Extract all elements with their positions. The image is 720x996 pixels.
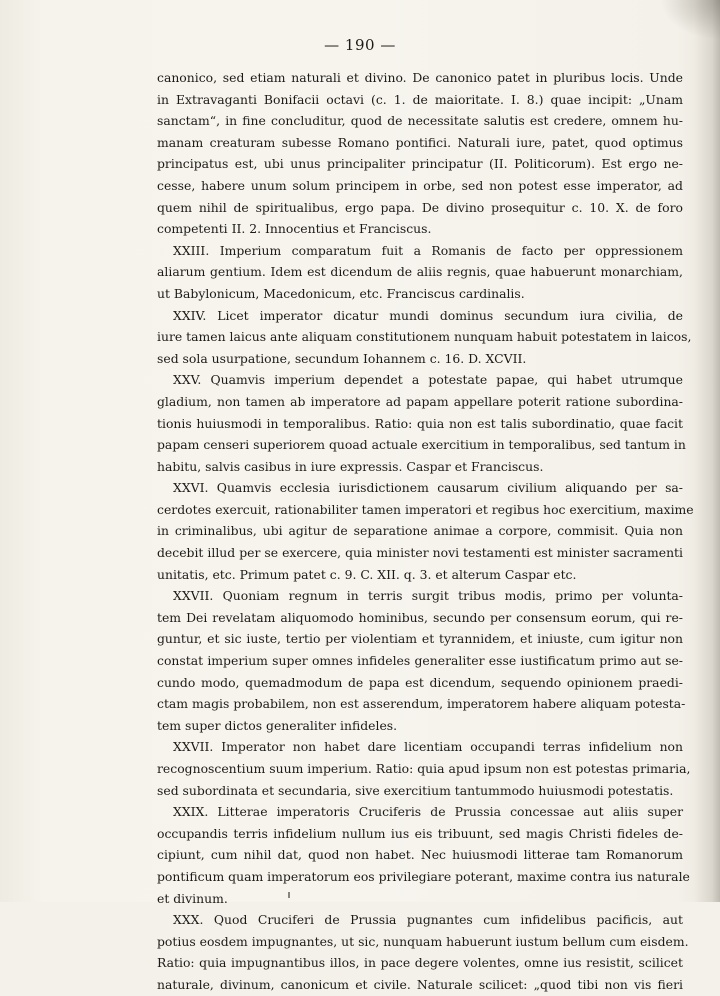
text-line: ut Babylonicum, Macedonicum, etc. Franciscus cardinalis.: [157, 285, 525, 301]
text-line: et divinum.: [157, 890, 228, 906]
text-line: pontificum quam imperatorum eos privilegiare poterant, maxime contra ius naturale: [157, 868, 690, 884]
corner-smudge: [660, 0, 720, 40]
text-line: occupandis terris infidelium nullum ius eis tribuunt, sed magis Christi fideles de-: [157, 825, 683, 841]
text-line: habitu, salvis casibus in iure expressis. Caspar et Franciscus.: [157, 458, 544, 474]
text-line: aliarum gentium. Idem est dicendum de aliis regnis, quae habuerunt monarchiam,: [157, 264, 683, 280]
text-line: in criminalibus, ubi agitur de separatione animae a corpore, commisit. Quia non: [157, 523, 683, 539]
text-line: XXIX. Litterae imperatoris Cruciferis de Prussia concessae aut aliis super: [173, 804, 683, 820]
text-line: sed subordinata et secundaria, sive exercitium tantummodo huiusmodi potestatis.: [157, 782, 674, 798]
text-line: constat imperium super omnes infideles generaliter esse iustificatum primo aut se-: [157, 653, 683, 669]
text-line: XXIII. Imperium comparatum fuit a Romanis de facto per oppressionem: [173, 242, 683, 258]
text-line: papam censeri superiorem quoad actuale exercitium in temporalibus, sed tantum in: [157, 437, 686, 453]
text-line: potius eosdem impugnantes, ut sic, nunquam habuerunt iustum bellum cum eisdem.: [157, 933, 689, 949]
text-line: tionis huiusmodi in temporalibus. Ratio: quia non est talis subordinatio, quae facit: [157, 415, 683, 431]
page-edge-shadow: [694, 0, 720, 902]
text-line: cerdotes exercuit, rationabiliter tamen imperatori et regibus hoc exercitium, maxime: [157, 501, 694, 517]
text-line: sed sola usurpatione, secundum Iohannem c. 16. D. XCVII.: [157, 350, 527, 366]
text-line: quem nihil de spiritualibus, ergo papa. De divino prosequitur c. 10. X. de foro: [157, 199, 683, 215]
text-line: unitatis, etc. Primum patet c. 9. C. XII. q. 3. et alterum Caspar etc.: [157, 566, 577, 582]
text-line: principatus est, ubi unus principaliter principatur (II. Politicorum). Est ergo ne-: [157, 156, 683, 172]
text-line: XXVI. Quamvis ecclesia iurisdictionem causarum civilium aliquando per sa-: [173, 480, 683, 496]
text-line: in Extravaganti Bonifacii octavi (c. 1. de maioritate. I. 8.) quae incipit: „Unam: [157, 91, 683, 107]
text-line: gladium, non tamen ab imperatore ad papam appellare poterit ratione subordina-: [157, 393, 683, 409]
text-line: tem super dictos generaliter infideles.: [157, 717, 398, 733]
text-line: decebit illud per se exercere, quia minister novi testamenti est minister sacramenti: [157, 545, 683, 561]
text-line: cesse, habere unum solum principem in orbe, sed non potest esse imperator, ad: [157, 177, 683, 193]
text-line: XXV. Quamvis imperium dependet a potestate papae, qui habet utrumque: [173, 372, 683, 388]
text-line: canonico, sed etiam naturali et divino. De canonico patet in pluribus locis. Unde: [157, 70, 683, 85]
text-line: XXVII. Quoniam regnum in terris surgit tribus modis, primo per volunta-: [173, 588, 683, 604]
text-line: XXX. Quod Cruciferi de Prussia pugnantes cum infidelibus pacificis, aut: [173, 912, 683, 928]
text-line: competenti II. 2. Innocentius et Franciscus.: [157, 221, 432, 237]
text-line: ctam magis probabilem, non est asserendum, imperatorem habere aliquam potesta-: [157, 696, 686, 712]
body-text: [157, 67, 694, 996]
text-line: XXVII. Imperator non habet dare licentiam occupandi terras infidelium non: [173, 739, 683, 755]
text-line: recognoscentium suum imperium. Ratio: quia apud ipsum non est potestas primaria,: [157, 761, 691, 776]
text-line: sanctam“, in fine concluditur, quod de necessitate salutis est credere, omnem hu-: [157, 113, 683, 129]
text-line: iure tamen laicus ante aliquam constitutionem nunquam habuit potestatem in laicos,: [157, 329, 692, 345]
text-line: Ratio: quia impugnantibus illos, in pace degere volentes, omne ius resistit, scilicet: [157, 955, 683, 971]
text-line: guntur, et sic iuste, tertio per violentiam et tyrannidem, et iniuste, cum igitur non: [157, 631, 683, 647]
text-line: tem Dei revelatam aliquomodo hominibus, secundo per consensum eorum, qui re-: [157, 609, 683, 625]
text-line: manam creaturam subesse Romano pontifici. Naturali iure, patet, quod optimus: [157, 134, 683, 150]
text-line: naturale, divinum, canonicum et civile. Naturale scilicet: „quod tibi non vis fieri: [157, 976, 683, 992]
text-line: cundo modo, quemadmodum de papa est dicendum, sequendo opinionem praedi-: [157, 674, 683, 690]
text-line: cipiunt, cum nihil dat, quod non habet. Nec huiusmodi litterae tam Romanorum: [157, 847, 683, 863]
bottom-mark: [288, 892, 290, 898]
page-number: — 190 —: [324, 36, 396, 54]
text-line: XXIV. Licet imperator dicatur mundi dominus secundum iura civilia, de: [173, 307, 683, 323]
